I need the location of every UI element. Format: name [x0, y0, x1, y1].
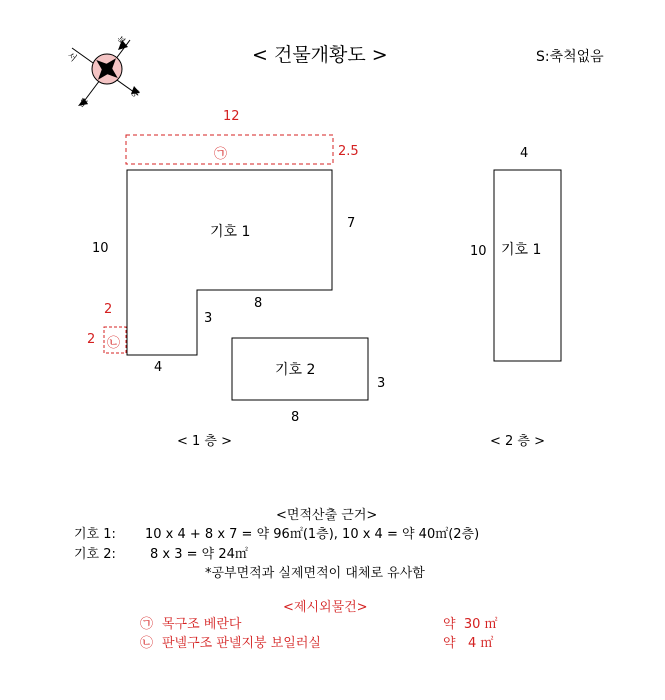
boiler-dim-top: 2 [104, 302, 113, 317]
annex-dim-bottom: 8 [291, 410, 300, 425]
veranda-depth-label: 2.5 [338, 144, 359, 159]
calc-title: <면적산출 근거> [276, 508, 378, 523]
calc-line-1-formula: 10 x 4 + 8 x 7 = 약 96㎡(1층), 10 x 4 = 약 40㎡(2층) [145, 527, 480, 542]
veranda-outline [126, 135, 333, 164]
compass-north-label: 북 [113, 35, 127, 49]
compass-south-label: 남 [75, 97, 89, 111]
calc-line-2-formula: 8 x 3 = 약 24㎡ [150, 547, 248, 562]
floor1-dim-step: 3 [204, 311, 213, 326]
boiler-dim-left: 2 [87, 332, 96, 347]
boiler-mark: ㉡ [107, 336, 121, 351]
floor1-dim-left: 10 [92, 241, 109, 256]
extras-item-2-area: 약 4 ㎡ [443, 636, 494, 651]
floor1-main-label: 기호 1 [210, 224, 251, 240]
page-title: < 건물개황도 > [252, 44, 388, 66]
extras-item-2-mark: ㉡ [140, 636, 154, 651]
floor2-outline [494, 170, 561, 361]
floor1-dim-bottom: 4 [154, 360, 163, 375]
calc-line-2-label: 기호 2: [74, 547, 116, 562]
floor2-caption: < 2 층 > [490, 434, 546, 449]
scale-note: S:축척없음 [536, 49, 604, 65]
floor2-label: 기호 1 [501, 242, 542, 258]
calc-line-1-label: 기호 1: [74, 527, 116, 542]
extras-item-1-area: 약 30 ㎡ [443, 617, 498, 632]
floor2-dim-top: 4 [520, 146, 529, 161]
floor1-annex-label: 기호 2 [275, 362, 316, 378]
annex-dim-right: 3 [377, 376, 386, 391]
compass-east-label: 동 [127, 87, 141, 101]
extras-item-2-name: 판넬구조 판넬지붕 보일러실 [162, 636, 321, 651]
floor1-main-outline [127, 170, 332, 355]
veranda-width-label: 12 [223, 109, 240, 124]
veranda-mark: ㉠ [214, 147, 228, 162]
floor1-dim-top-right: 7 [347, 216, 356, 231]
extras-title: <제시외물건> [283, 600, 368, 615]
floor1-caption: < 1 층 > [177, 434, 233, 449]
floor1-dim-mid: 8 [254, 296, 263, 311]
extras-item-1-mark: ㉠ [140, 617, 154, 632]
floor2-dim-left: 10 [470, 244, 487, 259]
extras-item-1-name: 목구조 베란다 [162, 617, 242, 632]
compass-west-label: 서 [64, 51, 78, 65]
calc-note: *공부면적과 실제면적이 대체로 유사함 [205, 566, 425, 581]
